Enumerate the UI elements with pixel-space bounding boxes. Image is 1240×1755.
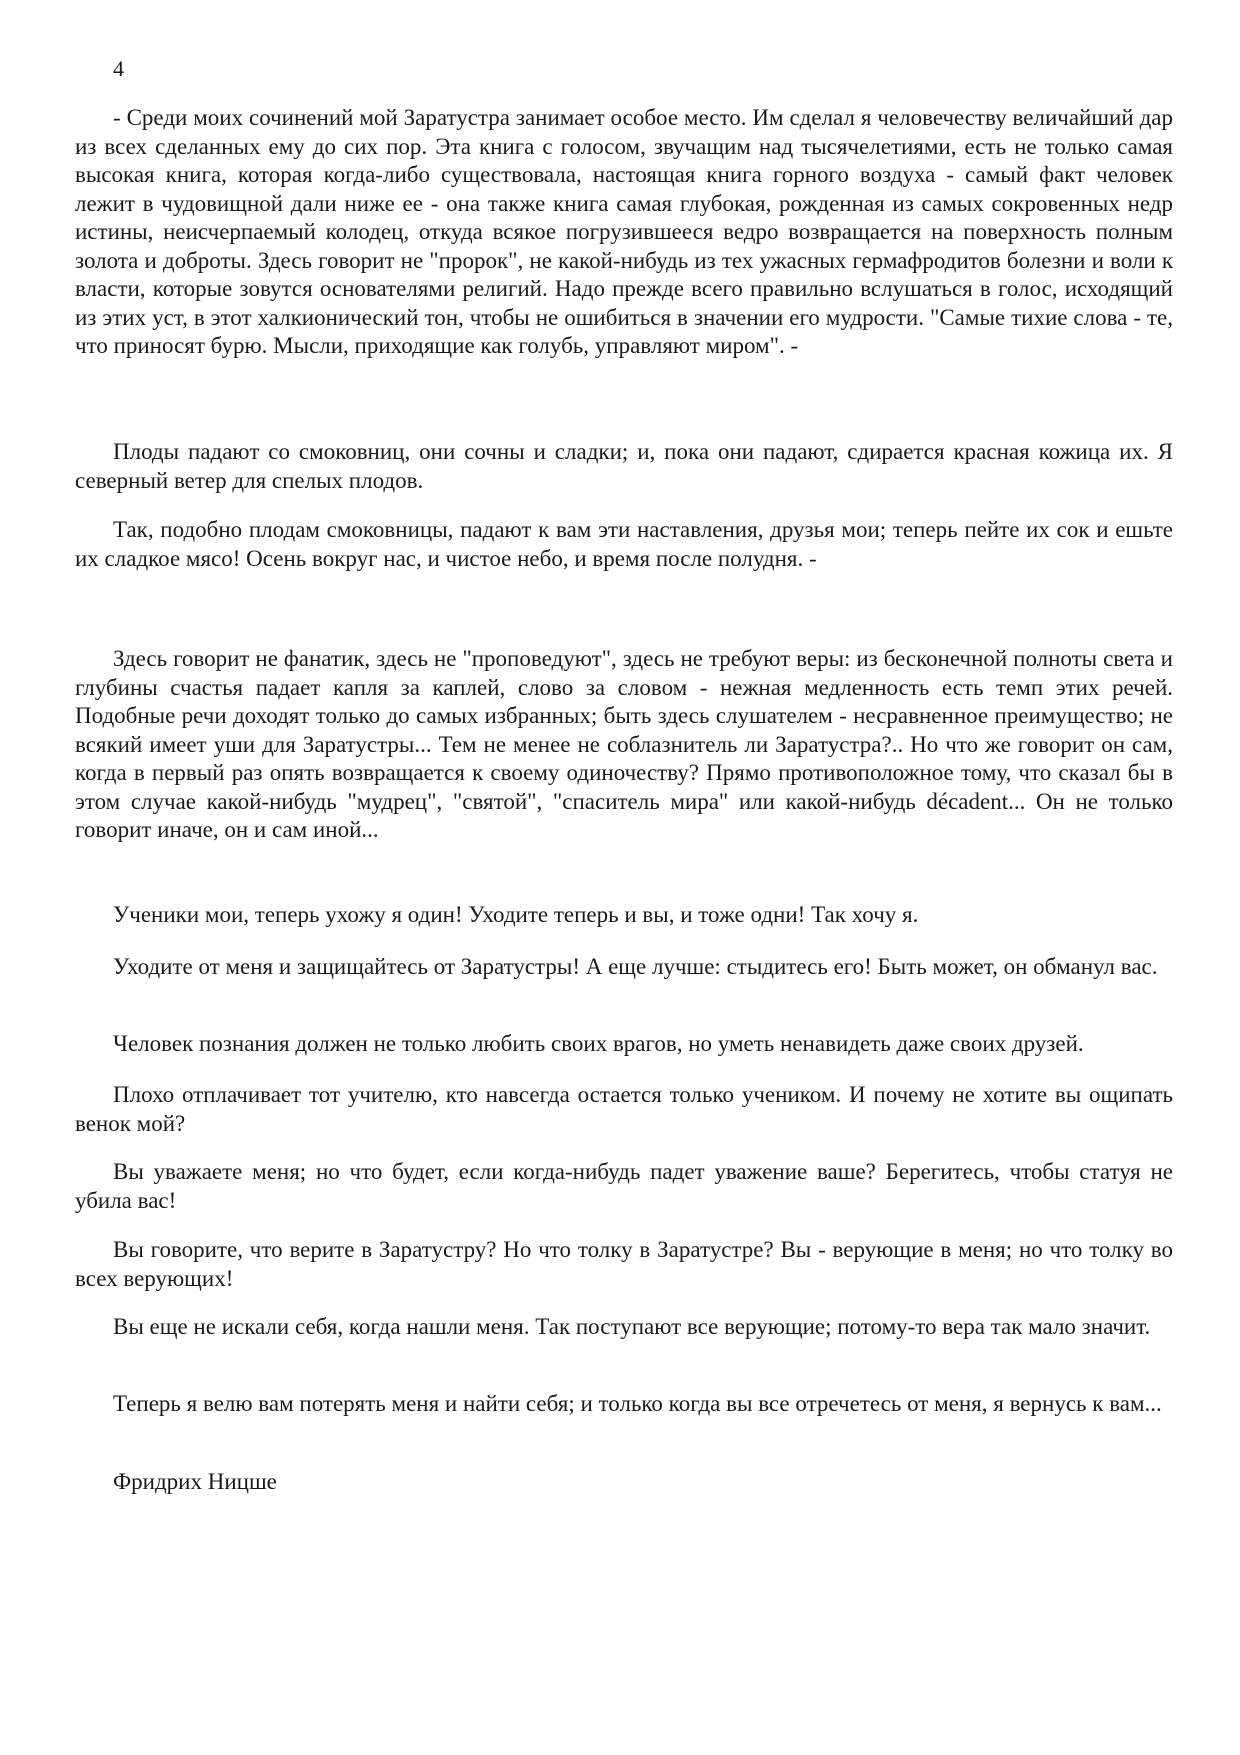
paragraph-teacher: Плохо отплачивает тот учителю, кто навсегда остается только учеником. И почему не хотите вы ощипать венок мой?	[75, 1082, 1173, 1136]
paragraph-intro: - Среди моих сочинений мой Заратустра занимает особое место. Им сделал я человечеству величайший дар из всех сделанных ему до сих пор. Эта книга с голосом, звучащим над тысячелетиями, есть не только самая высокая книга, которая когда-либо существовала, настоящая книга горного воздуха - самый факт человек лежит в чудовищной дали ниже ее - она также книга самая глубокая, рожденная из самых сокровенных недр истины, неисчерпаемый колодец, откуда всякое погрузившееся ведро возвращается на поверхность полным золота и доброты. Здесь говорит не "пророк", не какой-нибудь из тех ужасных гермафродитов болезни и воли к власти, которые зовутся основателями религий. Надо прежде всего правильно вслушаться в голос, исходящий из этих уст, в этот халкионический тон, чтобы не ошибиться в значении его мудрости. "Самые тихие слова - те, что приносят бурю. Мысли, приходящие как голубь, управляют миром". -	[75, 105, 1173, 358]
paragraph-go-away: Уходите от меня и защищайтесь от Заратустры! А еще лучше: стыдитесь его! Быть может, он обманул вас.	[113, 954, 1158, 979]
document-page	[75, 0, 1173, 1755]
page-number: 4	[113, 56, 124, 81]
paragraph-believers: Вы говорите, что верите в Заратустру? Но что толку в Заратустре? Вы - верующие в меня; но что толку во всех верующих!	[75, 1237, 1173, 1291]
paragraph-search: Вы еще не искали себя, когда нашли меня. Так поступают все верующие; потому-то вера так мало значит.	[113, 1314, 1151, 1339]
signature: Фридрих Ницше	[113, 1469, 277, 1494]
paragraph-fanatic: Здесь говорит не фанатик, здесь не "проповедуют", здесь не требуют веры: из бесконечной полноты света и глубины счастья падает капля за каплей, слово за словом - нежная медленность есть темп этих речей. Подобные речи доходят только до самых избранных; быть здесь слушателем - несравненное преимущество; не всякий имеет уши для Заратустры... Тем не менее не соблазнитель ли Заратустра?.. Но что же говорит он сам, когда в первый раз опять возвращается к своему одиночеству? Прямо противоположное тому, что сказал бы в этом случае какой-нибудь "мудрец", "святой", "спаситель мира" или какой-нибудь décadent... Он не только говорит иначе, он и сам иной...	[75, 646, 1173, 842]
paragraph-knowledge: Человек познания должен не только любить своих врагов, но уметь ненавидеть даже своих друзей.	[113, 1031, 1084, 1056]
paragraph-figs: Плоды падают со смоковниц, они сочны и сладки; и, пока они падают, сдирается красная кожица их. Я северный ветер для спелых плодов.	[75, 439, 1173, 493]
paragraph-autumn: Так, подобно плодам смоковницы, падают к вам эти наставления, друзья мои; теперь пейте их сок и ешьте их сладкое мясо! Осень вокруг нас, и чистое небо, и время после полудня. -	[75, 517, 1173, 571]
paragraph-return: Теперь я велю вам потерять меня и найти себя; и только когда вы все отречетесь от меня, я вернусь к вам...	[113, 1391, 1162, 1416]
paragraph-respect: Вы уважаете меня; но что будет, если когда-нибудь падет уважение ваше? Берегитесь, чтобы статуя не убила вас!	[75, 1159, 1173, 1213]
paragraph-disciples: Ученики мои, теперь ухожу я один! Уходите теперь и вы, и тоже одни! Так хочу я.	[113, 902, 919, 927]
